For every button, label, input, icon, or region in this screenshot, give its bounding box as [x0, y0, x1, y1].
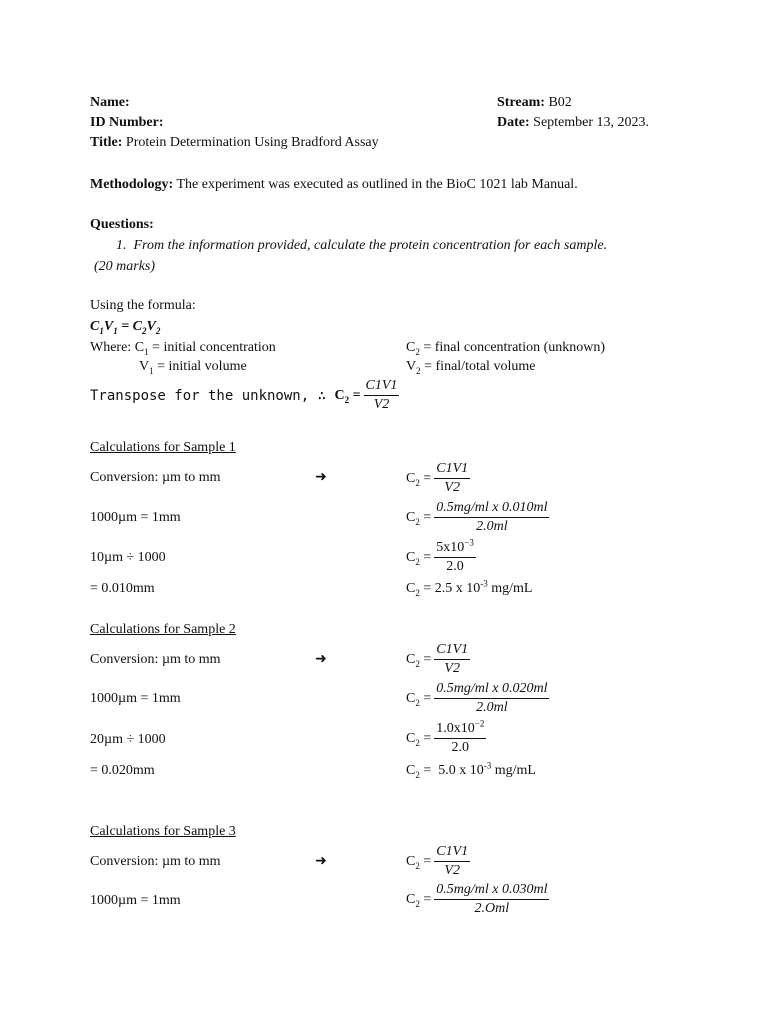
stream-field — [497, 94, 572, 112]
v1-def-text: = initial volume — [153, 359, 247, 374]
fraction-numerator-exp: −3 — [464, 537, 474, 548]
sample-1-arrow: ➜ — [315, 470, 327, 485]
sample-1-fraction-2 — [434, 499, 549, 536]
sample-3-heading: Calculations for Sample 3 — [90, 824, 236, 839]
c2-lhs-sub: 2 — [415, 737, 420, 748]
c2-lhs-eq: = — [419, 730, 432, 746]
sample-1-final — [406, 580, 532, 598]
v2-def-sub: 2 — [416, 365, 421, 376]
methodology-label: Methodology: — [90, 177, 174, 192]
question-1-marks: (20 marks) — [94, 259, 156, 274]
fraction-numerator-exp: −2 — [474, 718, 485, 729]
fraction-denominator: 2.0ml — [476, 700, 508, 715]
c2-lhs: C — [406, 549, 416, 565]
c2-lhs: C — [406, 509, 416, 525]
transpose-numerator: C1V1 — [364, 377, 400, 396]
question-1 — [116, 237, 607, 255]
where-c2 — [406, 339, 605, 357]
formula-v1: V — [103, 319, 114, 334]
sample-1-relation: 1000µm = 1mm — [90, 510, 181, 525]
id-field — [90, 114, 164, 132]
v1-def-sub: 1 — [149, 365, 154, 376]
sample-2-relation: 1000µm = 1mm — [90, 691, 181, 706]
c2-lhs-sub: 2 — [415, 898, 420, 909]
transpose-denominator: V2 — [373, 397, 390, 412]
sample-1-eq-1 — [406, 460, 470, 497]
where-v1 — [139, 358, 247, 376]
fraction-denominator: V2 — [444, 661, 460, 676]
sample-2-eq-1 — [406, 641, 470, 678]
c1-def-sub: 1 — [144, 346, 149, 357]
title-field — [90, 134, 379, 152]
fraction-numerator-base: 1.0x10 — [436, 721, 475, 736]
methodology — [90, 176, 578, 194]
transpose-c: C — [334, 387, 345, 403]
sample-2-fraction-1 — [434, 641, 470, 678]
formula-c2: C — [132, 319, 143, 334]
sample-3-fraction-1 — [434, 843, 470, 880]
sample-2-eq-2 — [406, 680, 549, 717]
date-value: September 13, 2023. — [533, 115, 650, 130]
sample-2-final — [406, 762, 536, 780]
c2-lhs-eq: = — [419, 690, 432, 706]
sample-3-eq-2 — [406, 881, 549, 918]
fraction-numerator: 0.5mg/ml x 0.020ml — [434, 680, 549, 699]
formula-equation — [90, 318, 160, 336]
where-v2 — [406, 358, 535, 376]
sample-3-eq-1 — [406, 843, 470, 880]
questions-heading: Questions: — [90, 217, 154, 232]
c2-lhs: C — [406, 690, 416, 706]
sample-2-arrow: ➜ — [315, 652, 327, 667]
final-exp: -3 — [480, 578, 488, 589]
formula-intro: Using the formula: — [90, 298, 196, 313]
sample-2-fraction-2 — [434, 680, 549, 717]
c2-lhs-eq: = — [419, 470, 432, 486]
transpose-c-sub: 2 — [344, 394, 350, 405]
c2-lhs: C — [406, 853, 416, 869]
fraction-denominator: 2.0 — [451, 740, 470, 755]
c2-lhs: C — [406, 581, 416, 596]
fraction-numerator: 0.5mg/ml x 0.010ml — [434, 499, 549, 518]
c2-lhs: C — [406, 891, 416, 907]
id-label: ID Number: — [90, 115, 164, 130]
sample-1-eq-3 — [406, 539, 476, 576]
c2-lhs: C — [406, 730, 416, 746]
question-1-text: From the information provided, calculate the protein concentration for each sample. — [133, 238, 608, 253]
transpose-fraction — [364, 377, 400, 414]
c2-lhs-sub: 2 — [415, 860, 420, 871]
sample-2-conversion: Conversion: µm to mm — [90, 652, 221, 667]
name-label: Name: — [90, 95, 130, 110]
formula-v1-sub: 1 — [113, 325, 118, 336]
c2-lhs-eq: = — [419, 853, 432, 869]
formula-c1-sub: 1 — [99, 325, 104, 336]
c2-lhs-sub: 2 — [415, 587, 420, 598]
title-label: Title: — [90, 135, 123, 150]
sample-2-fraction-3 — [434, 720, 486, 757]
formula-v2: V — [146, 319, 156, 334]
sample-3-arrow: ➜ — [315, 854, 327, 869]
sample-1-fraction-1 — [434, 460, 470, 497]
stream-label: Stream: — [497, 95, 545, 110]
c1-def: C — [134, 340, 145, 355]
fraction-numerator — [434, 539, 476, 558]
c2-lhs-eq: = — [419, 509, 432, 525]
methodology-text: The experiment was executed as outlined in the BioC 1021 lab Manual. — [176, 177, 578, 192]
v2-def-text: = final/total volume — [420, 359, 536, 374]
sample-1-heading: Calculations for Sample 1 — [90, 440, 236, 455]
fraction-numerator: 0.5mg/ml x 0.030ml — [434, 881, 549, 900]
date-field — [497, 114, 649, 132]
c1-def-text: = initial concentration — [148, 340, 276, 355]
where-c1 — [90, 339, 276, 357]
c2-lhs-sub: 2 — [415, 697, 420, 708]
fraction-numerator: C1V1 — [434, 641, 470, 660]
final-exp: -3 — [483, 760, 492, 771]
c2-lhs: C — [406, 763, 416, 778]
c2-lhs: C — [406, 651, 416, 667]
fraction-denominator: 2.0 — [446, 559, 464, 574]
sample-2-division: 20µm ÷ 1000 — [90, 732, 166, 747]
sample-2-result-mm: = 0.020mm — [90, 763, 155, 778]
c2-def-sub: 2 — [415, 346, 420, 357]
sample-1-eq-2 — [406, 499, 549, 536]
v2-def: V — [406, 359, 417, 374]
c2-lhs-sub: 2 — [415, 516, 420, 527]
fraction-numerator — [434, 720, 486, 739]
title-value: Protein Determination Using Bradford Assay — [125, 135, 379, 150]
c2-lhs-sub: 2 — [415, 769, 420, 780]
c2-lhs-sub: 2 — [415, 477, 420, 488]
sample-3-relation: 1000µm = 1mm — [90, 893, 181, 908]
sample-1-conversion: Conversion: µm to mm — [90, 470, 221, 485]
formula-v2-sub: 2 — [155, 325, 161, 336]
c2-lhs: C — [406, 470, 416, 486]
sample-3-conversion: Conversion: µm to mm — [90, 854, 221, 869]
c2-lhs-eq: = — [419, 891, 432, 907]
where-label: Where: — [90, 340, 135, 355]
question-1-number: 1. — [116, 238, 127, 253]
fraction-denominator: 2.Oml — [474, 901, 510, 916]
sample-1-division: 10µm ÷ 1000 — [90, 550, 166, 565]
fraction-denominator: V2 — [444, 863, 460, 878]
v1-def: V — [139, 359, 150, 374]
fraction-numerator: C1V1 — [434, 460, 470, 479]
final-prefix: = 5.0 x 10 — [419, 763, 484, 778]
fraction-numerator-base: 5x10 — [436, 540, 465, 555]
fraction-denominator: V2 — [444, 480, 460, 495]
formula-eq: = — [117, 319, 133, 334]
c2-lhs-eq: = — [419, 651, 432, 667]
c2-def: C — [406, 340, 416, 355]
transpose-line — [90, 377, 399, 414]
fraction-denominator: 2.0ml — [476, 519, 508, 534]
sample-2-eq-3 — [406, 720, 486, 757]
c2-def-text: = final concentration (unknown) — [419, 340, 606, 355]
final-prefix: = 2.5 x 10 — [419, 581, 481, 596]
sample-1-fraction-3 — [434, 539, 476, 576]
sample-2-heading: Calculations for Sample 2 — [90, 622, 236, 637]
fraction-numerator: C1V1 — [434, 843, 470, 862]
date-label: Date: — [497, 115, 530, 130]
transpose-text: Transpose for the unknown, ∴ — [90, 387, 335, 404]
c2-lhs-sub: 2 — [415, 556, 420, 567]
stream-value: B02 — [548, 95, 572, 110]
c2-lhs-sub: 2 — [415, 658, 420, 669]
transpose-eq: = — [349, 387, 361, 403]
transpose-c2 — [334, 387, 360, 405]
final-suffix: mg/mL — [491, 763, 536, 778]
sample-3-fraction-2 — [434, 881, 549, 918]
final-suffix: mg/mL — [487, 581, 533, 596]
formula-c2-sub: 2 — [142, 325, 147, 336]
name-field — [90, 94, 130, 112]
sample-1-result-mm: = 0.010mm — [90, 581, 155, 596]
c2-lhs-eq: = — [419, 549, 432, 565]
formula-c1: C — [90, 319, 100, 334]
